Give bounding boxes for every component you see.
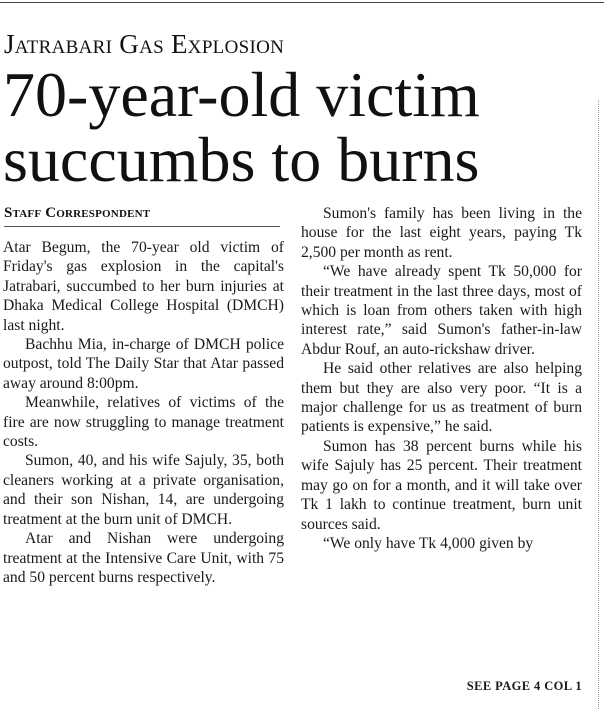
paragraph: Atar and Nishan were undergoing treatment at the Intensive Care Unit, with 75 and 50 percent burns respectively. (3, 530, 284, 586)
paragraph: Sumon's family has been living in the house for the last eight years, paying Tk 2,500 per month as rent. (301, 205, 582, 261)
headline-line-1: 70-year-old victim (3, 59, 480, 130)
paragraph: Meanwhile, relatives of victims of the fire are now struggling to manage treatment costs. (3, 394, 284, 451)
top-rule (0, 2, 604, 3)
byline: Staff Correspondent (4, 205, 280, 227)
headline (3, 59, 599, 195)
paragraph: He said other relatives are also helping them but they are also very poor. “It is a major challenge for us as treatment of burn patients is expensive,” he said. (301, 360, 582, 436)
headline-line-2: succumbs to burns (3, 124, 480, 195)
paragraph: Bachhu Mia, in-charge of DMCH police outpost, told The Daily Star that Atar passed away around 8:00pm. (3, 336, 284, 392)
paragraph: “We only have Tk 4,000 given by (323, 534, 534, 552)
continuation-note: SEE PAGE 4 COL 1 (466, 679, 582, 693)
right-column (301, 204, 582, 553)
paragraph: Atar Begum, the 70-year old victim of Friday's gas explosion in the capital's Jatrabari, succumbed to her burn injuries at Dhaka Medical College Hospital (DMCH) last night. (3, 239, 284, 334)
paragraph: Sumon, 40, and his wife Sajuly, 35, both cleaners working at a private organisation, and their son Nishan, 14, are undergoing treatment at the burn unit of DMCH. (3, 452, 284, 528)
left-column (3, 238, 284, 587)
paragraph: “We have already spent Tk 50,000 for their treatment in the last three days, most of which is loan from others taken with high interest rate,” said Sumon's father-in-law Abdur Rouf, an auto-rickshaw driver. (301, 263, 582, 358)
paragraph: Sumon has 38 percent burns while his wife Sajuly has 25 percent. Their treatment may go on for a month, and it will take over Tk 1 lakh to continue treatment, burn unit sources said. (301, 437, 582, 533)
section-kicker: Jatrabari Gas Explosion (4, 29, 285, 59)
